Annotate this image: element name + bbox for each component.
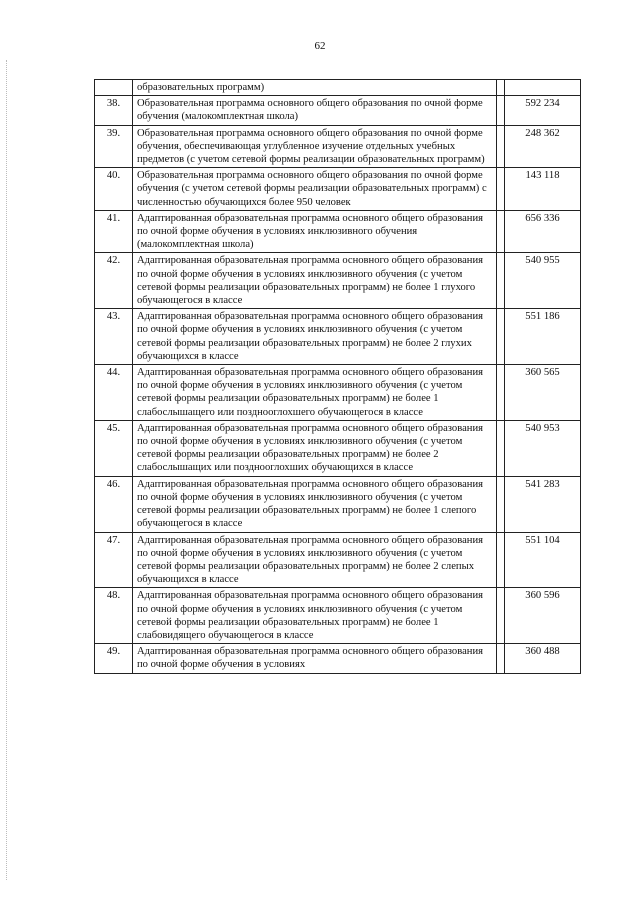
normative-value: 540 953 [505, 420, 581, 476]
program-description: Адаптированная образовательная программа основного общего образования по очной форме обучения в условиях инклюзивного обучения (с учетом сетевой формы реализации образовательных программ) не более 1 слепого обучающегося в классе [133, 476, 497, 532]
program-description: Адаптированная образовательная программа основного общего образования по очной форме обучения в условиях [133, 644, 497, 673]
normative-value: 360 488 [505, 644, 581, 673]
empty-cell [497, 210, 505, 253]
empty-cell [497, 476, 505, 532]
normative-value: 360 565 [505, 365, 581, 421]
normative-value [505, 80, 581, 96]
program-description: Адаптированная образовательная программа основного общего образования по очной форме обучения в условиях инклюзивного обучения (с учетом сетевой формы реализации образовательных программ) не более 2 слабослышащих или позднооглохших обучающихся в классе [133, 420, 497, 476]
row-number [95, 80, 133, 96]
program-description: Адаптированная образовательная программа основного общего образования по очной форме обучения в условиях инклюзивного обучения (с учетом сетевой формы реализации образовательных программ) не более 1 слабовидящего обучающегося в классе [133, 588, 497, 644]
normative-value: 143 118 [505, 168, 581, 211]
table-row [95, 365, 581, 421]
empty-cell [497, 309, 505, 365]
row-number: 49. [95, 644, 133, 673]
normative-value: 540 955 [505, 253, 581, 309]
program-description: Адаптированная образовательная программа основного общего образования по очной форме обучения в условиях инклюзивного обучения (с учетом сетевой формы реализации образовательных программ) не более 2 слепых обучающихся в классе [133, 532, 497, 588]
table-row [95, 644, 581, 673]
program-description: Адаптированная образовательная программа основного общего образования по очной форме обучения в условиях инклюзивного обучения (с учетом сетевой формы реализации образовательных программ) не более 2 глухих обучающихся в классе [133, 309, 497, 365]
row-number: 40. [95, 168, 133, 211]
empty-cell [497, 80, 505, 96]
program-description: Образовательная программа основного общего образования по очной форме обучения, обеспечивающая углубленное изучение отдельных учебных предметов (с учетом сетевой формы реализации образовательных программ) [133, 125, 497, 168]
table-row [95, 80, 581, 96]
page-number: 62 [314, 40, 326, 52]
table-row [95, 588, 581, 644]
row-number: 41. [95, 210, 133, 253]
empty-cell [497, 125, 505, 168]
program-description: образовательных программ) [133, 80, 497, 96]
program-description: Адаптированная образовательная программа основного общего образования по очной форме обучения в условиях инклюзивного обучения (с учетом сетевой формы реализации образовательных программ) не более 1 глухого обучающегося в классе [133, 253, 497, 309]
normative-value: 592 234 [505, 96, 581, 125]
empty-cell [497, 365, 505, 421]
table-row [95, 532, 581, 588]
table-row [95, 168, 581, 211]
empty-cell [497, 96, 505, 125]
table-row [95, 96, 581, 125]
normative-value: 551 186 [505, 309, 581, 365]
tariff-table [94, 79, 581, 674]
row-number: 44. [95, 365, 133, 421]
empty-cell [497, 644, 505, 673]
empty-cell [497, 532, 505, 588]
row-number: 46. [95, 476, 133, 532]
program-description: Образовательная программа основного общего образования по очной форме обучения (малокомплектная школа) [133, 96, 497, 125]
margin-divider [6, 60, 7, 880]
row-number: 42. [95, 253, 133, 309]
table-row [95, 210, 581, 253]
empty-cell [497, 253, 505, 309]
normative-value: 541 283 [505, 476, 581, 532]
row-number: 48. [95, 588, 133, 644]
table-row [95, 125, 581, 168]
program-description: Адаптированная образовательная программа основного общего образования по очной форме обучения в условиях инклюзивного обучения (малокомплектная школа) [133, 210, 497, 253]
table-row [95, 420, 581, 476]
normative-value: 551 104 [505, 532, 581, 588]
row-number: 38. [95, 96, 133, 125]
row-number: 45. [95, 420, 133, 476]
empty-cell [497, 588, 505, 644]
table-row [95, 309, 581, 365]
row-number: 47. [95, 532, 133, 588]
program-description: Образовательная программа основного общего образования по очной форме обучения (с учетом сетевой формы реализации образовательных программ) с численностью обучающихся более 950 человек [133, 168, 497, 211]
row-number: 43. [95, 309, 133, 365]
empty-cell [497, 420, 505, 476]
row-number: 39. [95, 125, 133, 168]
normative-value: 248 362 [505, 125, 581, 168]
tariff-table-body [95, 80, 581, 674]
table-row [95, 476, 581, 532]
normative-value: 656 336 [505, 210, 581, 253]
program-description: Адаптированная образовательная программа основного общего образования по очной форме обучения в условиях инклюзивного обучения (с учетом сетевой формы реализации образовательных программ) не более 1 слабослышащего или позднооглохшего обучающегося в классе [133, 365, 497, 421]
empty-cell [497, 168, 505, 211]
normative-value: 360 596 [505, 588, 581, 644]
table-row [95, 253, 581, 309]
